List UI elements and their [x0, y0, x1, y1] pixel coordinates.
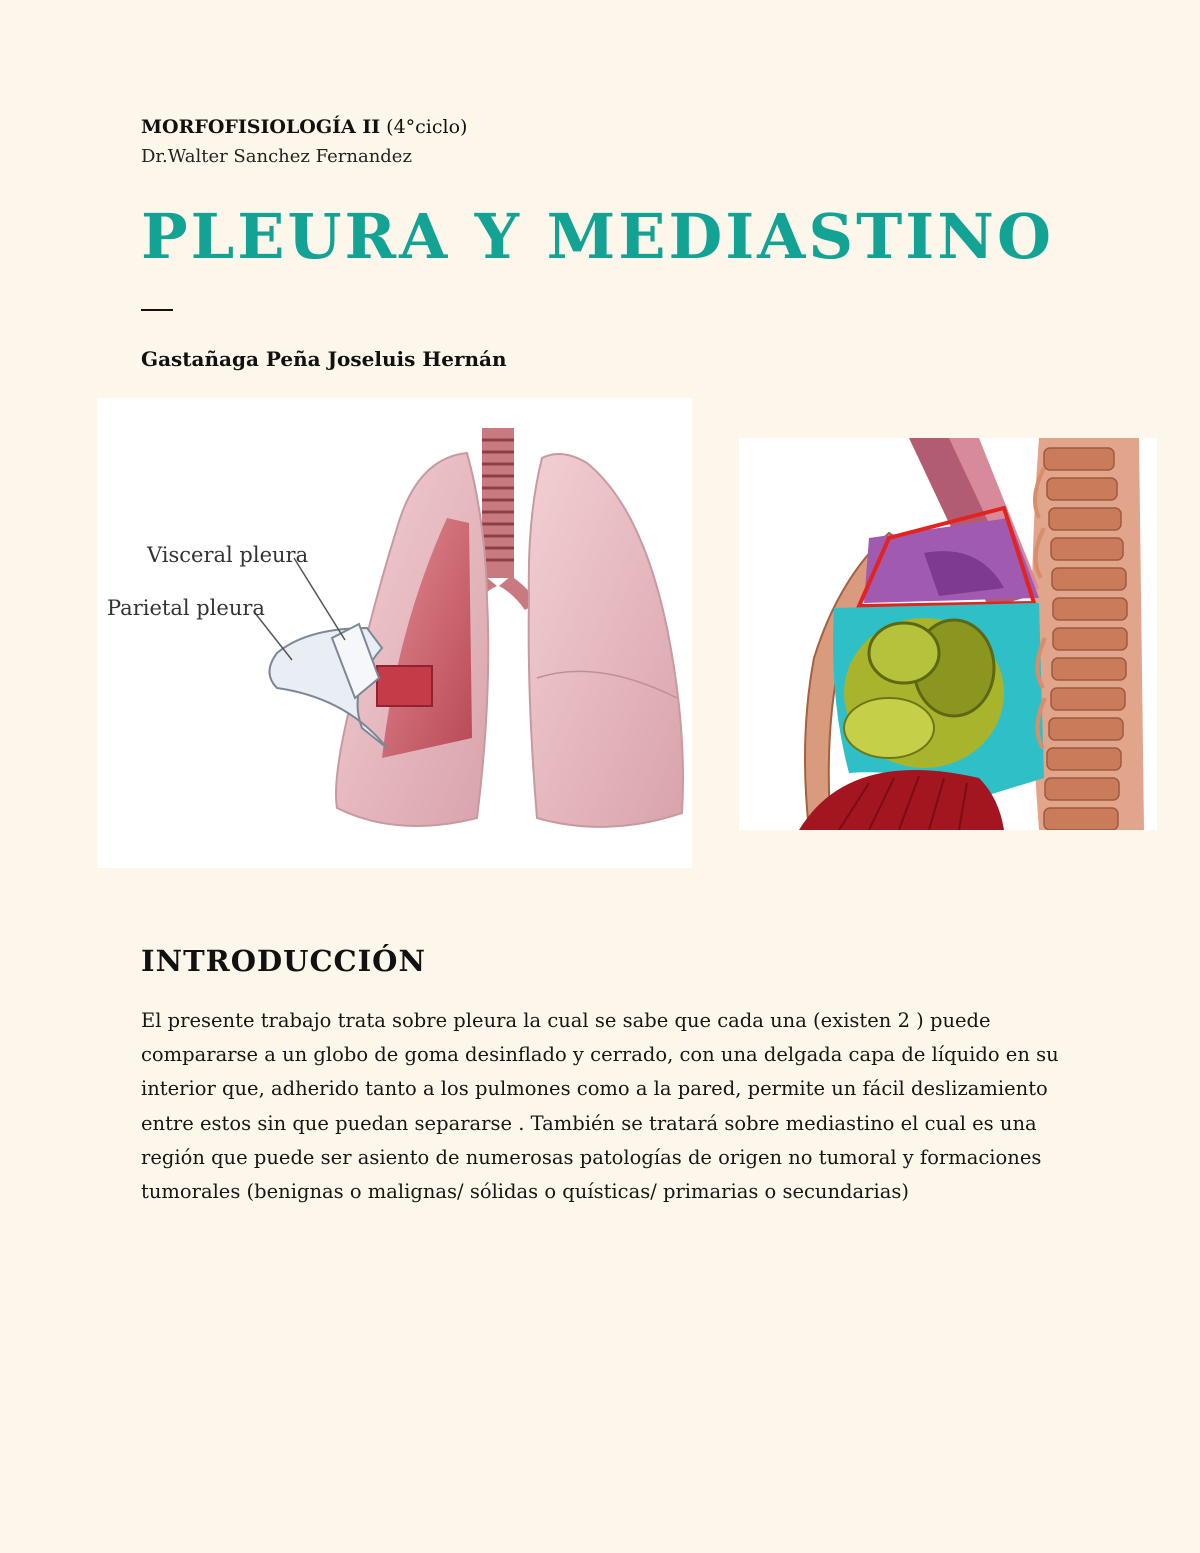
right-lung-shape [529, 454, 683, 827]
parietal-pleura-label: Parietal pleura [107, 596, 265, 620]
lungs-pleura-illustration [97, 398, 692, 868]
page-title: PLEURA Y MEDIASTINO [141, 200, 1054, 273]
visceral-pleura-label: Visceral pleura [147, 543, 309, 567]
title-divider [141, 309, 173, 311]
course-line [141, 116, 467, 138]
mediastinum-sagittal-illustration [739, 438, 1157, 830]
author-name: Gastañaga Peña Joseluis Hernán [141, 347, 507, 371]
course-cycle: (4°ciclo) [386, 116, 468, 138]
vertebral-column-shape [1032, 438, 1145, 830]
introduction-heading: INTRODUCCIÓN [141, 944, 426, 978]
heart-shape [844, 618, 1004, 768]
introduction-body: El presente trabajo trata sobre pleura la cual se sabe que cada una (existen 2 ) puede compararse a un globo de goma desinflado y cerrado, con una delgada capa de líquido en su interior que, adherido tanto a los pulmones como a la pared, permite un fácil deslizamiento entre estos sin que puedan separarse . También se tratará sobre mediastino el cual es una región que puede ser asiento de numerosas patologías de origen no tumoral y formaciones tumorales (benignas o malignas/ sólidas o quísticas/ primarias o secundarias) [141, 1009, 1059, 1204]
doctor-name: Dr.Walter Sanchez Fernandez [141, 146, 412, 167]
course-name: MORFOFISIOLOGÍA II [141, 116, 381, 138]
